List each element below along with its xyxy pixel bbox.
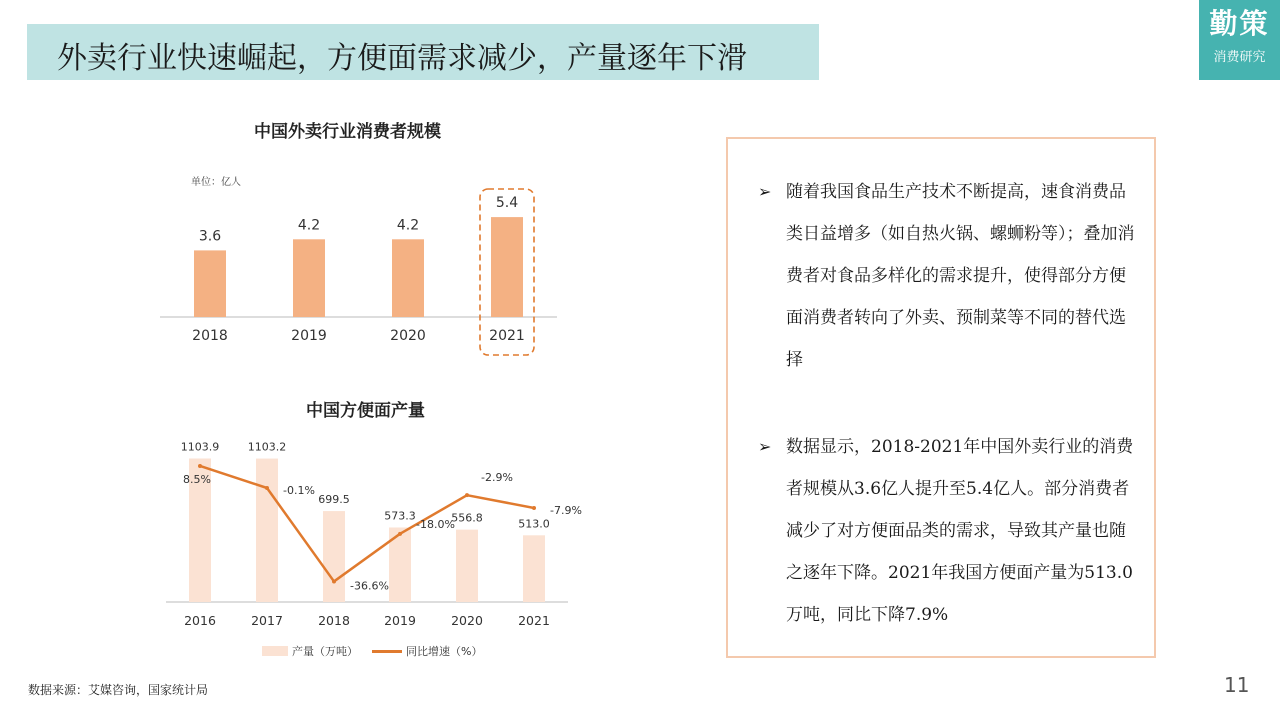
chart2-line-label: -36.6% bbox=[350, 579, 389, 593]
brand-logo bbox=[1199, 0, 1280, 80]
chart2-line-point bbox=[332, 579, 336, 583]
logo-sub-text: 消费研究 bbox=[1213, 50, 1266, 65]
chart2-x-tick: 2018 bbox=[318, 613, 350, 628]
paragraph-2 bbox=[758, 426, 1138, 636]
chart2-line-label: -7.9% bbox=[550, 503, 582, 517]
chart2-x-tick: 2019 bbox=[384, 613, 416, 628]
chart2-bar-label: 1103.2 bbox=[247, 440, 287, 454]
chart1-value-label: 4.2 bbox=[297, 217, 321, 234]
page-title: 外卖行业快速崛起，方便面需求减少，产量逐年下滑 bbox=[57, 41, 747, 76]
chart2-line-point bbox=[198, 464, 202, 468]
chart1-x-tick: 2018 bbox=[192, 328, 228, 344]
bullet-icon: ➢ bbox=[758, 437, 772, 456]
chart2-line-point bbox=[265, 486, 269, 490]
paragraph-1-text: 随着我国食品生产技术不断提高，速食消费品类日益增多（如自热火锅、螺蛳粉等）；叠加消费者对食品多样化的需求提升，使得部分方便面消费者转向了外卖、预制菜等不同的替代选择 bbox=[786, 182, 1135, 370]
logo-main-text: 勤策 bbox=[1209, 7, 1270, 40]
chart2-bar-label: 699.5 bbox=[318, 493, 350, 507]
chart1-x-tick: 2021 bbox=[489, 328, 525, 344]
chart2-bar-label: 513.0 bbox=[518, 517, 550, 531]
chart2-x-tick: 2017 bbox=[251, 613, 283, 628]
chart1-x-tick: 2019 bbox=[291, 328, 327, 344]
chart2-bar bbox=[523, 535, 545, 602]
analysis-panel bbox=[726, 137, 1156, 658]
chart1-value-label: 5.4 bbox=[495, 195, 519, 212]
chart1-value-label: 4.2 bbox=[396, 217, 420, 234]
legend-line-swatch bbox=[372, 650, 402, 653]
paragraph-1 bbox=[758, 171, 1138, 381]
bullet-icon: ➢ bbox=[758, 182, 772, 201]
chart2-line-point bbox=[532, 506, 536, 510]
chart2-x-tick: 2016 bbox=[184, 613, 216, 628]
chart2-line-label: 8.5% bbox=[183, 472, 211, 486]
chart2-bar-label: 573.3 bbox=[384, 509, 416, 523]
chart2-bar-label: 1103.9 bbox=[180, 440, 220, 454]
chart2-line-label: -0.1% bbox=[283, 484, 315, 497]
chart2-bar bbox=[456, 530, 478, 602]
chart2-x-tick: 2020 bbox=[451, 613, 483, 628]
chart2-bar bbox=[256, 459, 278, 602]
chart2-bar bbox=[323, 511, 345, 602]
legend-bar-label: 产量（万吨） bbox=[292, 645, 358, 658]
chart2-x-tick: 2021 bbox=[518, 613, 550, 628]
chart1-unit: 单位：亿人 bbox=[191, 177, 241, 188]
paragraph-2-text: 数据显示，2018-2021年中国外卖行业的消费者规模从3.6亿人提升至5.4亿人。部分消费者减少了对方便面品类的需求，导致其产量也随之逐年下降。2021年我国方便面产量为513.0万吨，同比下降7.9% bbox=[786, 437, 1134, 625]
chart1-title: 中国外卖行业消费者规模 bbox=[254, 122, 441, 142]
chart2-line-point bbox=[465, 493, 469, 497]
chart2-legend bbox=[262, 643, 482, 659]
legend-bar-swatch bbox=[262, 646, 288, 656]
chart2-line-point bbox=[398, 532, 402, 536]
legend-line-label: 同比增速（%） bbox=[406, 645, 483, 658]
data-source: 数据来源：艾媒咨询，国家统计局 bbox=[28, 683, 209, 697]
chart2-line-label: -18.0% bbox=[416, 517, 455, 531]
chart2-bar-label: 556.8 bbox=[451, 511, 483, 525]
chart1-value-label: 3.6 bbox=[198, 228, 222, 245]
chart2-title: 中国方便面产量 bbox=[306, 401, 425, 421]
chart2-line-label: -2.9% bbox=[481, 471, 513, 485]
page-number: 11 bbox=[1224, 673, 1250, 697]
chart1-x-tick: 2020 bbox=[390, 328, 426, 344]
